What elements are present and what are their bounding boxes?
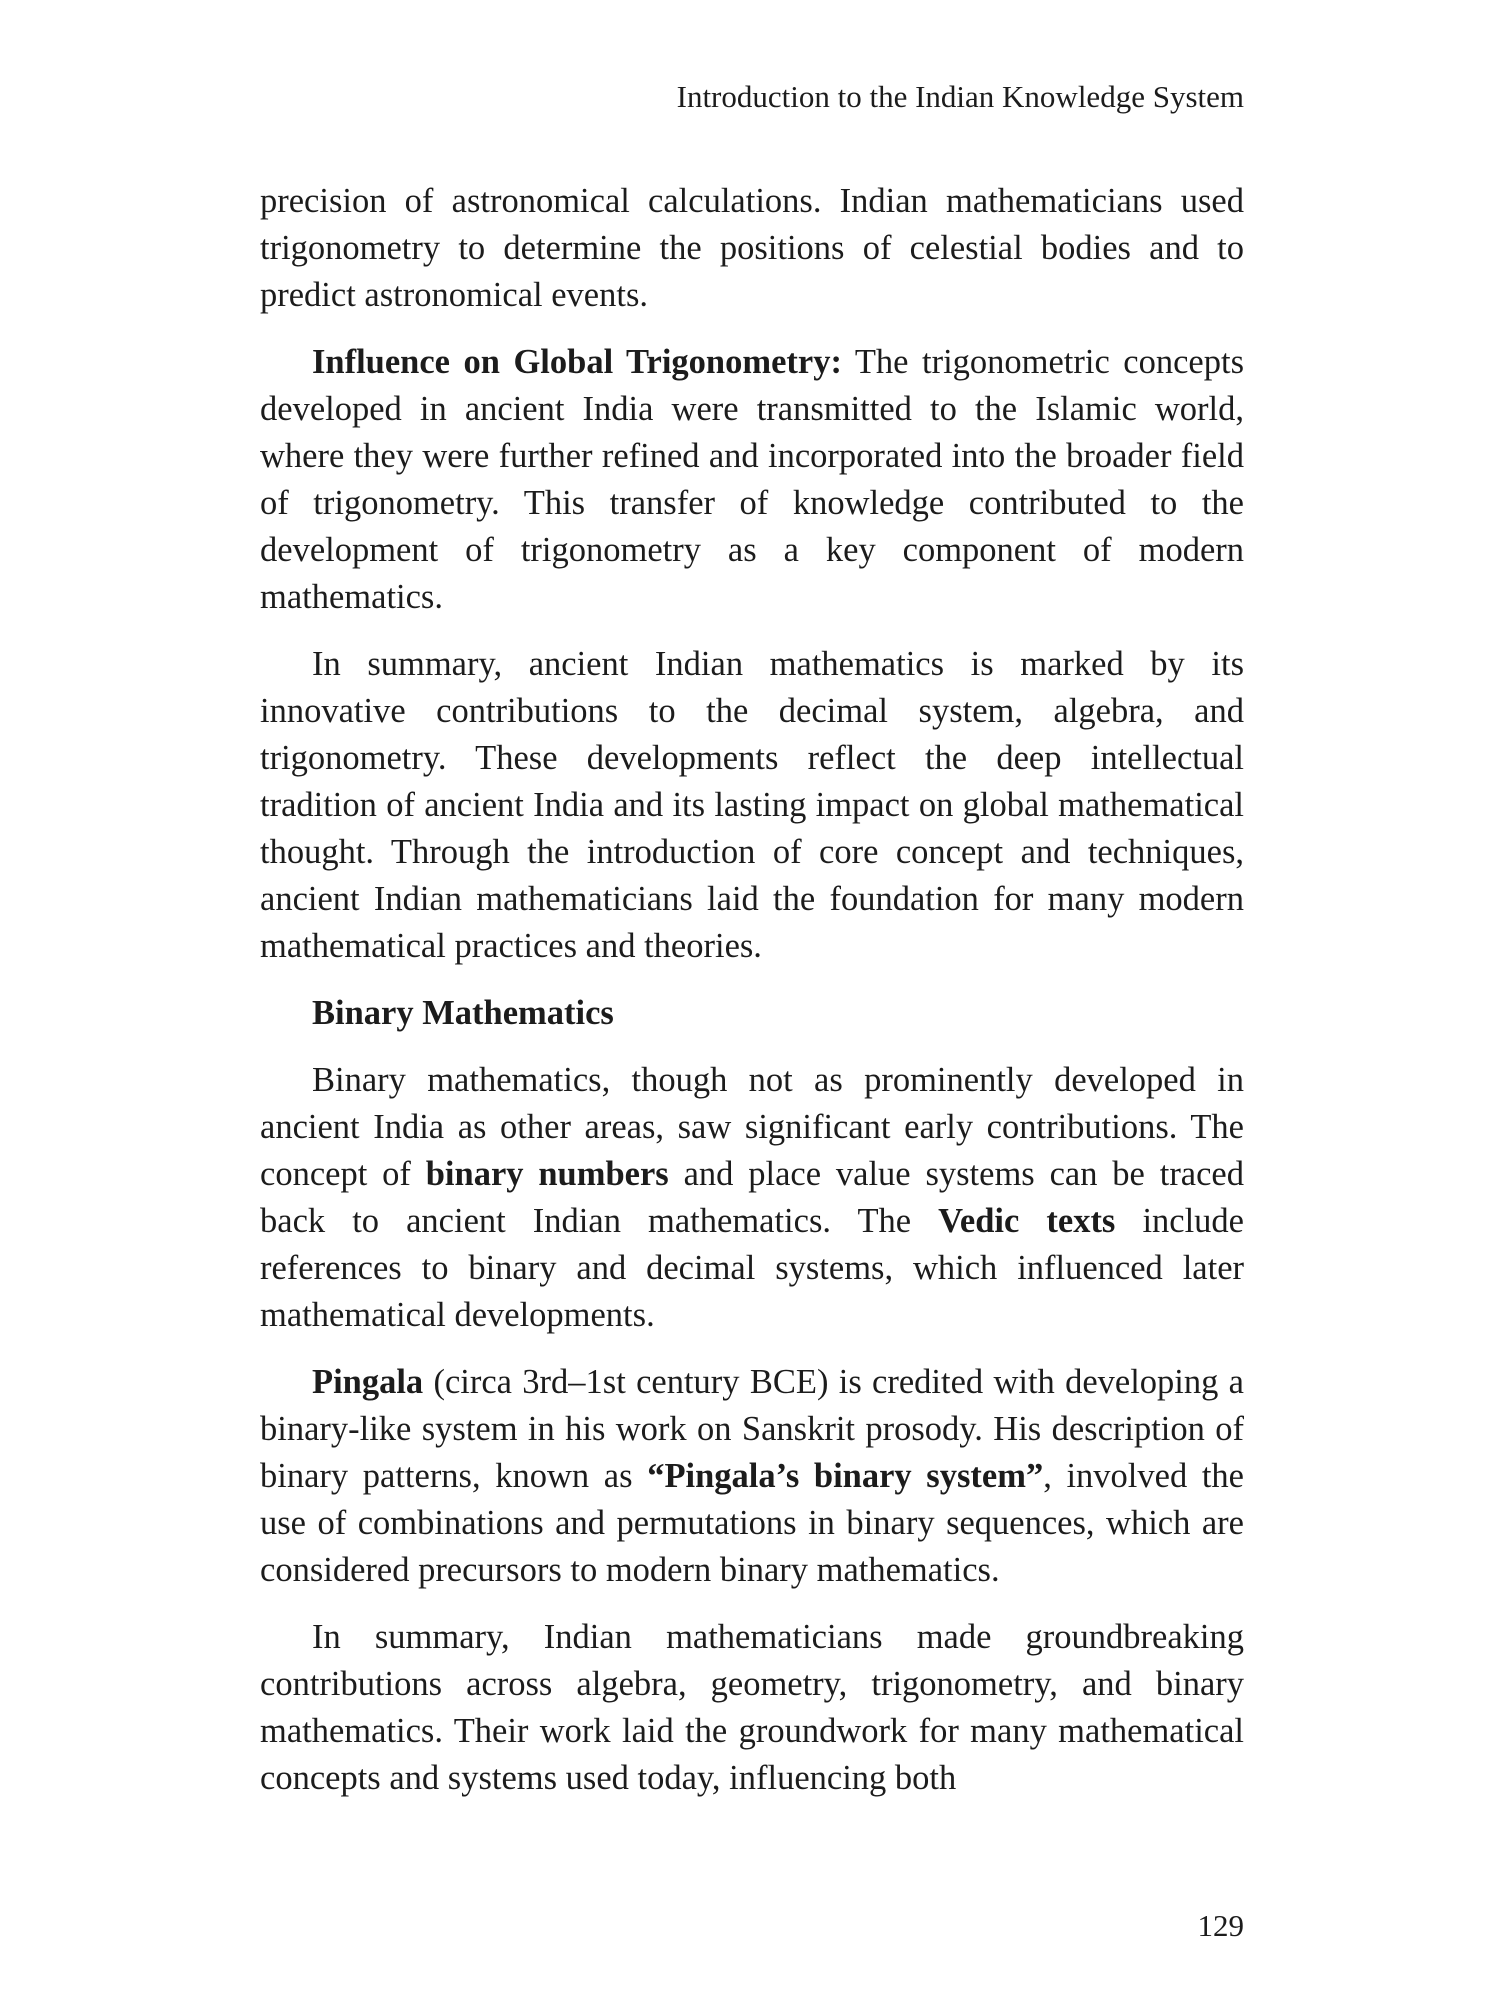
paragraph-binary-mathematics <box>260 1057 1244 1339</box>
binary-text-2: and place value systems can be traced back to ancient Indian mathematics. The <box>260 1155 1244 1240</box>
running-head: Introduction to the Indian Knowledge System <box>676 79 1244 114</box>
term-vedic-texts: Vedic texts <box>938 1202 1116 1240</box>
paragraph-global-trigonometry <box>260 339 1244 621</box>
paragraph-astronomy-continued: precision of astronomical calculations. Indian mathematicians used trigonometry to determine the positions of celestial bodies and to predict astronomical events. <box>260 182 1244 314</box>
section-heading-binary-mathematics: Binary Mathematics <box>312 994 614 1032</box>
paragraph-summary-ancient-mathematics: In summary, ancient Indian mathematics is marked by its innovative contributions to the decimal system, algebra, and trigonometry. These developments reflect the deep intellectual tradition of ancient India and its lasting impact on global mathematical thought. Through the introduction of core concept and techniques, ancient Indian mathematicians laid the foundation for many modern mathematical practices and theories. <box>260 645 1244 965</box>
term-pingalas-binary-system: “Pingala’s binary system” <box>647 1457 1044 1495</box>
paragraph-pingala <box>260 1359 1244 1594</box>
binary-text-3: include references to binary and decimal systems, which influenced later mathematical developments. <box>260 1202 1244 1334</box>
pingala-text-2: , involved the use of combinations and permutations in binary sequences, which are considered precursors to modern binary mathematics. <box>260 1457 1244 1589</box>
body-text <box>260 178 1244 1802</box>
page-number: 129 <box>1197 1908 1244 1943</box>
paragraph-final-summary: In summary, Indian mathematicians made groundbreaking contributions across algebra, geometry, trigonometry, and binary mathematics. Their work laid the groundwork for many mathematical concepts and systems used today, influencing both <box>260 1618 1244 1797</box>
term-pingala: Pingala <box>312 1363 424 1401</box>
binary-text-1: Binary mathematics, though not as prominently developed in ancient India as other areas, saw significant early contributions. The concept of <box>260 1061 1244 1193</box>
paragraph-lead-global-trigonometry: Influence on Global Trigonometry: <box>312 343 842 381</box>
paragraph-text-global-trigonometry: The trigonometric concepts developed in ancient India were transmitted to the Islamic world, where they were further refined and incorporated into the broader field of trigonometry. This transfer of knowledge contributed to the development of trigonometry as a key component of modern mathematics. <box>260 343 1244 616</box>
term-binary-numbers: binary numbers <box>425 1155 669 1193</box>
pingala-text-1: (circa 3rd–1st century BCE) is credited with developing a binary-like system in his work on Sanskrit prosody. His description of binary patterns, known as <box>260 1363 1244 1495</box>
